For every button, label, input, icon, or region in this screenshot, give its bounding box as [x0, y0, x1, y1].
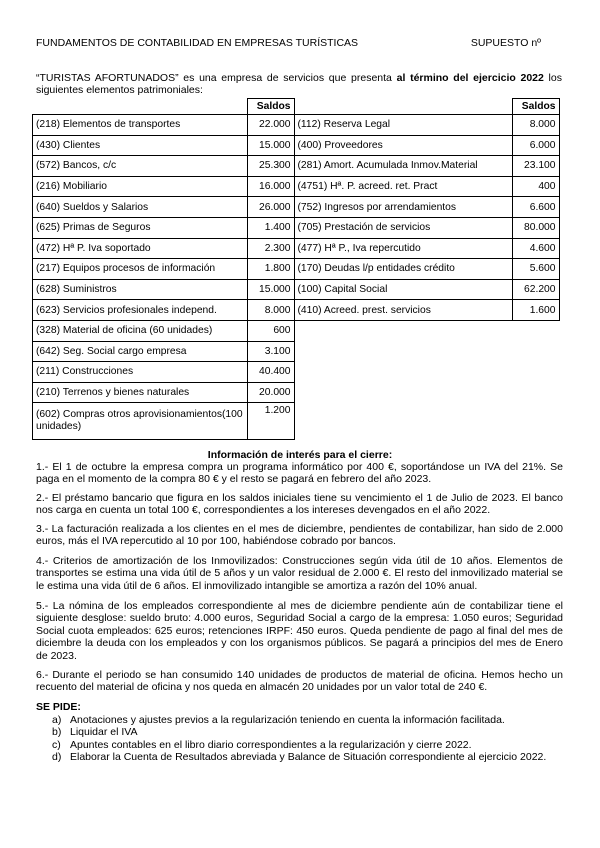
table-row: [33, 382, 560, 403]
item-text: Apuntes contables en el libro diario correspondientes a la regularización y cierre 2022.: [70, 738, 472, 751]
table-row: [33, 279, 560, 300]
account-balance: 600: [247, 320, 294, 341]
account-balance: 25.300: [247, 156, 294, 177]
account-name: (216) Mobiliario: [33, 176, 248, 197]
table-row: [33, 197, 560, 218]
account-name: (642) Seg. Social cargo empresa: [33, 341, 248, 362]
account-balance: 1.400: [247, 217, 294, 238]
account-balance: 22.000: [247, 115, 294, 136]
account-balance: 16.000: [247, 176, 294, 197]
table-row: [33, 341, 560, 362]
saldos-header-right: Saldos: [512, 99, 559, 115]
table-row: [33, 176, 560, 197]
item-letter: d): [52, 751, 62, 764]
account-name: (752) Ingresos por arrendamientos: [294, 197, 512, 218]
account-name: (4751) Hª. P. acreed. ret. Pract: [294, 176, 512, 197]
account-name: (328) Material de oficina (60 unidades): [33, 320, 248, 341]
table-header-row: [33, 99, 560, 115]
account-balance: 1.800: [247, 259, 294, 280]
table-row: [33, 300, 560, 321]
account-balance: 1.600: [512, 300, 559, 321]
account-name: (112) Reserva Legal: [294, 115, 512, 136]
info-point-2: 2.- El préstamo bancario que figura en los saldos iniciales tiene su vencimiento el 1 de Julio de 2023. El banco nos carga en cuenta un total 100 €, correspondientes a los intereses devengados en el año 2022.: [36, 492, 563, 517]
account-name: (430) Clientes: [33, 135, 248, 156]
info-section-title: Información de interés para el cierre:: [207, 449, 393, 461]
info-point-6: 6.- Durante el periodo se han consumido 140 unidades de productos de material de oficina. Hemos hecho un recuento del material de oficina y nos queda en almacén 20 unidades por un valor total de 240 €.: [36, 669, 563, 694]
account-balance: 400: [512, 176, 559, 197]
item-text: Liquidar el IVA: [70, 726, 138, 739]
header-title: FUNDAMENTOS DE CONTABILIDAD EN EMPRESAS TURÍSTICAS: [36, 37, 359, 49]
balances-table: [32, 98, 560, 440]
table-row: [33, 259, 560, 280]
account-balance: 15.000: [247, 279, 294, 300]
item-letter: a): [52, 714, 62, 726]
account-balance: 1.200: [247, 403, 294, 440]
intro-paragraph: [36, 72, 562, 96]
intro-text: “TURISTAS AFORTUNADOS” es una empresa de servicios que presenta: [36, 72, 397, 84]
account-balance: 15.000: [247, 135, 294, 156]
account-balance: 6.000: [512, 135, 559, 156]
list-item: [52, 726, 563, 738]
account-balance: 2.300: [247, 238, 294, 259]
account-name: (477) Hª P., Iva repercutido: [294, 238, 512, 259]
list-item: [52, 751, 563, 763]
account-name: (628) Suministros: [33, 279, 248, 300]
account-name: (572) Bancos, c/c: [33, 156, 248, 177]
account-balance: 3.100: [247, 341, 294, 362]
saldos-header-left: Saldos: [247, 99, 294, 115]
account-name: (210) Terrenos y bienes naturales: [33, 382, 248, 403]
account-balance: 20.000: [247, 382, 294, 403]
info-point-1: 1.- El 1 de octubre la empresa compra un programa informático por 400 €, soportándose un IVA del 21%. Se paga en el momento de la compra 80 € y el resto se pagará en febrero del año 2023.: [36, 461, 563, 486]
se-pide-list: [52, 714, 563, 764]
account-balance: 80.000: [512, 217, 559, 238]
account-balance: 62.200: [512, 279, 559, 300]
account-name: (602) Compras otros aprovisionamientos(100 unidades): [33, 403, 248, 440]
account-balance: 6.600: [512, 197, 559, 218]
table-row: [33, 135, 560, 156]
account-name: (705) Prestación de servicios: [294, 217, 512, 238]
account-balance: 26.000: [247, 197, 294, 218]
account-name: (410) Acreed. prest. servicios: [294, 300, 512, 321]
account-name: (211) Construcciones: [33, 362, 248, 383]
info-point-4: 4.- Criterios de amortización de los Inmovilizados: Construcciones según vida útil de 10 años. Elementos de transportes se estima una vida útil de 5 años y un valor residual de 2.000 €. El resto del inmovilizado material se le estima una vida útil de 6 años. El inmovilizado intangible se amortiza a razón del 10% anual.: [36, 555, 563, 592]
table-row: [33, 320, 560, 341]
item-letter: c): [52, 738, 61, 751]
intro-bold: al término del ejercicio 2022: [396, 72, 544, 84]
account-name: (217) Equipos procesos de información: [33, 259, 248, 280]
account-name: (100) Capital Social: [294, 279, 512, 300]
info-point-3: 3.- La facturación realizada a los clientes en el mes de diciembre, pendientes de contabilizar, han sido de 2.000 euros, más el IVA repercutido al 10 por 100, habiéndose cobrado por bancos.: [36, 523, 563, 548]
item-text: Elaborar la Cuenta de Resultados abreviada y Balance de Situación correspondiente al ejercicio 2022.: [70, 751, 547, 764]
account-balance: 5.600: [512, 259, 559, 280]
account-balance: 8.000: [247, 300, 294, 321]
account-name: (472) Hª P. Iva soportado: [33, 238, 248, 259]
intro-text-end: los siguientes elementos patrimoniales:: [36, 72, 562, 96]
info-point-5: 5.- La nómina de los empleados correspondiente al mes de diciembre pendiente aún de contabilizar tiene el siguiente desglose: sueldo bruto: 4.000 euros, Seguridad Social a cargo de la empresa: 1.050 euros; Seguridad Social cuota empleados: 625 euros; retenciones IRPF: 450 euros. Queda pendiente de pago al final del mes de diciembre la deuda con los empleados y con los organismos públicos. Se pagará a principios del mes de Enero de 2023.: [36, 600, 563, 662]
item-letter: b): [52, 726, 62, 739]
account-name: (218) Elementos de transportes: [33, 115, 248, 136]
table-row: [33, 362, 560, 383]
item-text: Anotaciones y ajustes previos a la regularización teniendo en cuenta la información facilitada.: [70, 714, 505, 726]
account-name: (623) Servicios profesionales independ.: [33, 300, 248, 321]
account-name: (625) Primas de Seguros: [33, 217, 248, 238]
list-item: [52, 714, 563, 726]
supuesto-label: SUPUESTO nº: [470, 37, 541, 49]
table-row: [33, 217, 560, 238]
account-name: (400) Proveedores: [294, 135, 512, 156]
se-pide-title: SE PIDE:: [36, 701, 81, 713]
account-name: (640) Sueldos y Salarios: [33, 197, 248, 218]
table-row: [33, 238, 560, 259]
account-balance: 23.100: [512, 156, 559, 177]
table-row: [33, 403, 560, 440]
table-row: [33, 156, 560, 177]
account-name: (281) Amort. Acumulada Inmov.Material: [294, 156, 512, 177]
table-row: [33, 115, 560, 136]
account-balance: 8.000: [512, 115, 559, 136]
list-item: [52, 739, 563, 751]
account-balance: 4.600: [512, 238, 559, 259]
account-name: (170) Deudas l/p entidades crédito: [294, 259, 512, 280]
account-balance: 40.400: [247, 362, 294, 383]
page-header: [36, 37, 564, 49]
